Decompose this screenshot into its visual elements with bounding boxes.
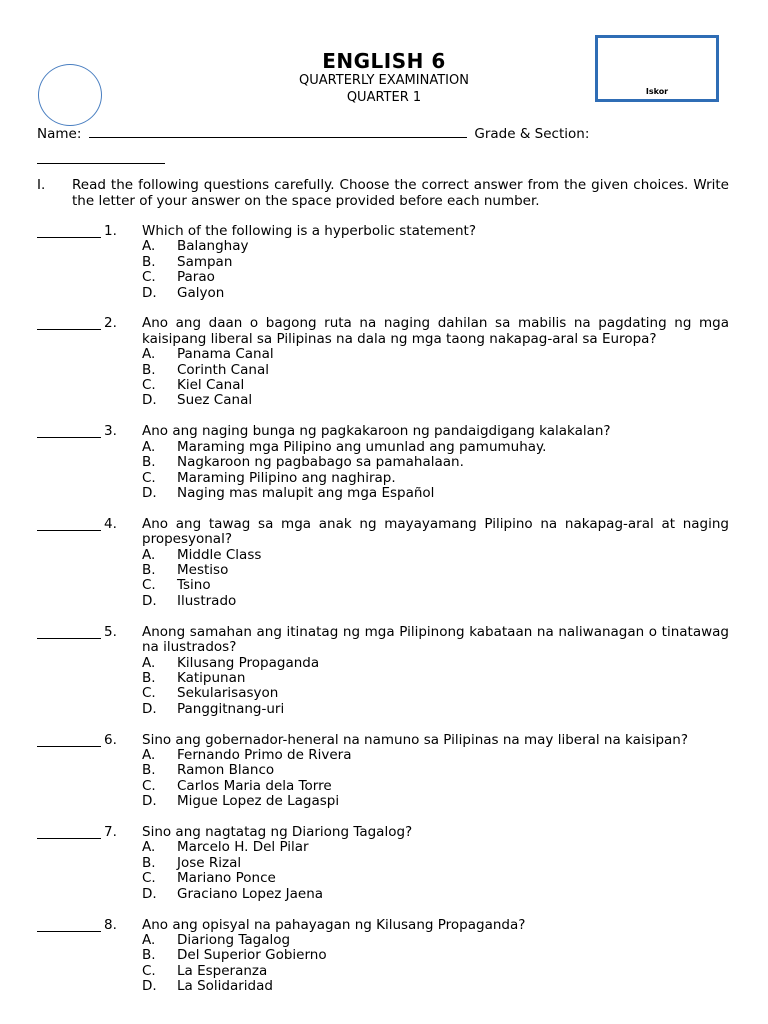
question-text: Which of the following is a hyperbolic statement? xyxy=(142,223,476,239)
question-number: 3. xyxy=(104,423,117,440)
question-number: 5. xyxy=(104,623,117,640)
choice-text: Jose Rizal xyxy=(177,854,242,871)
answer-choice xyxy=(142,578,729,593)
choice-text: Naging mas malupit ang mga Español xyxy=(177,484,435,501)
answer-choice xyxy=(142,239,729,254)
question-number: 8. xyxy=(104,916,117,933)
choice-letter: A. xyxy=(142,438,156,455)
answer-choice xyxy=(142,964,729,979)
answer-choice xyxy=(142,887,729,902)
choice-letter: D. xyxy=(142,885,157,902)
choice-text: Parao xyxy=(177,269,215,286)
choice-letter: A. xyxy=(142,746,156,763)
question-number: 7. xyxy=(104,824,117,841)
choice-letter: A. xyxy=(142,931,156,948)
answer-choice xyxy=(142,656,729,671)
question-text: Sino ang nagtatag ng Diariong Tagalog? xyxy=(142,824,413,841)
answer-choice xyxy=(142,871,729,886)
answer-choice xyxy=(142,979,729,994)
choice-letter: D. xyxy=(142,284,157,301)
choice-letter: C. xyxy=(142,870,156,887)
answer-choice xyxy=(142,455,729,470)
answer-blank[interactable] xyxy=(37,237,101,238)
question-item xyxy=(37,733,729,810)
choice-letter: A. xyxy=(142,839,156,856)
instructions xyxy=(37,178,729,209)
choice-letter: D. xyxy=(142,484,157,501)
instructions-number: I. xyxy=(37,177,46,193)
choice-letter: B. xyxy=(142,454,156,471)
choice-letter: C. xyxy=(142,269,156,286)
answer-choice xyxy=(142,471,729,486)
answer-choice xyxy=(142,856,729,871)
answer-blank[interactable] xyxy=(37,638,101,639)
choice-letter: C. xyxy=(142,377,156,394)
name-row xyxy=(37,125,737,142)
choice-letter: C. xyxy=(142,962,156,979)
choice-text: Sampan xyxy=(177,253,233,270)
choice-text: Maraming mga Pilipino ang umunlad ang pamumuhay. xyxy=(177,438,547,455)
answer-blank[interactable] xyxy=(37,746,101,747)
page-title: ENGLISH 6 xyxy=(322,49,446,73)
choice-text: Fernando Primo de Rivera xyxy=(177,746,352,763)
answer-choice xyxy=(142,548,729,563)
answer-choice xyxy=(142,486,729,501)
answer-blank[interactable] xyxy=(37,437,101,438)
choice-letter: A. xyxy=(142,546,156,563)
answer-choice xyxy=(142,933,729,948)
choice-text: Migue Lopez de Lagaspi xyxy=(177,793,340,810)
question-text: Ano ang daan o bagong ruta na naging dahilan sa mabilis na pagdating ng mga kaisipang liberal sa Pilipinas na dala ng mga taong nakapag-aral sa Europa? xyxy=(142,315,729,347)
exam-type: QUARTERLY EXAMINATION xyxy=(299,73,469,88)
choice-letter: C. xyxy=(142,469,156,486)
choice-text: Corinth Canal xyxy=(177,361,269,378)
answer-choice xyxy=(142,840,729,855)
answer-choice xyxy=(142,563,729,578)
choice-text: Panggitnang-uri xyxy=(177,700,285,717)
answer-choice xyxy=(142,363,729,378)
answer-choice xyxy=(142,286,729,301)
question-text: Ano ang naging bunga ng pagkakaroon ng pandaigdigang kalakalan? xyxy=(142,423,611,440)
answer-choice xyxy=(142,378,729,393)
choice-letter: D. xyxy=(142,700,157,717)
question-item xyxy=(37,424,729,501)
choice-letter: B. xyxy=(142,562,156,579)
choice-letter: C. xyxy=(142,577,156,594)
choice-text: Sekularisasyon xyxy=(177,685,279,702)
choice-text: Galyon xyxy=(177,284,225,301)
choice-text: Ilustrado xyxy=(177,592,237,609)
choice-text: Del Superior Gobierno xyxy=(177,947,327,964)
name-label: Name: xyxy=(37,126,82,142)
question-number: 2. xyxy=(104,315,117,332)
question-text: Anong samahan ang itinatag ng mga Pilipinong kabataan na naliwanagan o tinatawag na ilustrados? xyxy=(142,623,729,656)
choice-letter: A. xyxy=(142,238,156,255)
question-item xyxy=(37,517,729,609)
choice-letter: C. xyxy=(142,777,156,794)
question-number: 6. xyxy=(104,731,117,748)
answer-choice xyxy=(142,794,729,809)
question-text: Ano ang tawag sa mga anak ng mayayamang Pilipino na nakapag-aral at naging propesyonal? xyxy=(142,515,729,548)
question-item xyxy=(37,224,729,301)
choice-text: Nagkaroon ng pagbabago sa pamahalaan. xyxy=(177,454,464,471)
choice-text: La Solidaridad xyxy=(177,978,273,995)
choice-text: Suez Canal xyxy=(177,392,253,409)
choice-letter: D. xyxy=(142,793,157,810)
answer-blank[interactable] xyxy=(37,329,101,330)
question-text: Ano ang opisyal na pahayagan ng Kilusang Propaganda? xyxy=(142,916,526,933)
choice-text: Panama Canal xyxy=(177,346,274,363)
answer-blank[interactable] xyxy=(37,838,101,839)
instructions-text: Read the following questions carefully. Choose the correct answer from the given choices. Write the letter of your answer on the space provided before each number. xyxy=(72,177,729,209)
answer-blank[interactable] xyxy=(37,931,101,932)
answer-choice xyxy=(142,594,729,609)
question-list xyxy=(37,224,729,1010)
answer-choice xyxy=(142,948,729,963)
answer-choice xyxy=(142,440,729,455)
grade-section-field[interactable] xyxy=(37,162,165,164)
choice-text: Kilusang Propaganda xyxy=(177,654,320,671)
answer-choice xyxy=(142,748,729,763)
question-item xyxy=(37,918,729,995)
question-item xyxy=(37,625,729,717)
question-number: 4. xyxy=(104,515,117,532)
answer-choice xyxy=(142,347,729,362)
choice-letter: B. xyxy=(142,947,156,964)
answer-choice xyxy=(142,671,729,686)
answer-choice xyxy=(142,702,729,717)
answer-choice xyxy=(142,255,729,270)
grade-section-label: Grade & Section: xyxy=(474,126,590,142)
choice-text: Carlos Maria dela Torre xyxy=(177,777,332,794)
choice-letter: A. xyxy=(142,346,156,363)
answer-blank[interactable] xyxy=(37,530,101,531)
answer-choice xyxy=(142,686,729,701)
choice-letter: B. xyxy=(142,253,156,270)
choice-text: Diariong Tagalog xyxy=(177,931,291,948)
answer-choice xyxy=(142,763,729,778)
question-text: Sino ang gobernador-heneral na namuno sa Pilipinas na may liberal na kaisipan? xyxy=(142,731,689,748)
answer-choice xyxy=(142,393,729,408)
choice-letter: C. xyxy=(142,685,156,702)
choice-text: Middle Class xyxy=(177,546,262,563)
choice-letter: B. xyxy=(142,762,156,779)
choice-letter: B. xyxy=(142,669,156,686)
name-field[interactable] xyxy=(89,125,467,138)
score-label: Iskor xyxy=(645,87,669,96)
choice-letter: B. xyxy=(142,854,156,871)
choice-text: Balanghay xyxy=(177,238,249,255)
choice-text: Tsino xyxy=(177,577,211,594)
choice-text: Maraming Pilipino ang naghirap. xyxy=(177,469,396,486)
choice-text: Katipunan xyxy=(177,669,246,686)
choice-text: Kiel Canal xyxy=(177,377,245,394)
choice-text: Marcelo H. Del Pilar xyxy=(177,839,309,856)
choice-letter: D. xyxy=(142,592,157,609)
question-item xyxy=(37,825,729,902)
choice-text: La Esperanza xyxy=(177,962,268,979)
choice-letter: D. xyxy=(142,978,157,995)
question-item xyxy=(37,316,729,408)
choice-letter: A. xyxy=(142,654,156,671)
choice-text: Ramon Blanco xyxy=(177,762,275,779)
question-number: 1. xyxy=(104,223,117,239)
answer-choice xyxy=(142,270,729,285)
choice-letter: D. xyxy=(142,392,157,409)
answer-choice xyxy=(142,779,729,794)
quarter-label: QUARTER 1 xyxy=(346,90,422,105)
choice-text: Graciano Lopez Jaena xyxy=(177,885,324,902)
choice-letter: B. xyxy=(142,361,156,378)
choice-text: Mestiso xyxy=(177,562,229,579)
choice-text: Mariano Ponce xyxy=(177,870,276,887)
